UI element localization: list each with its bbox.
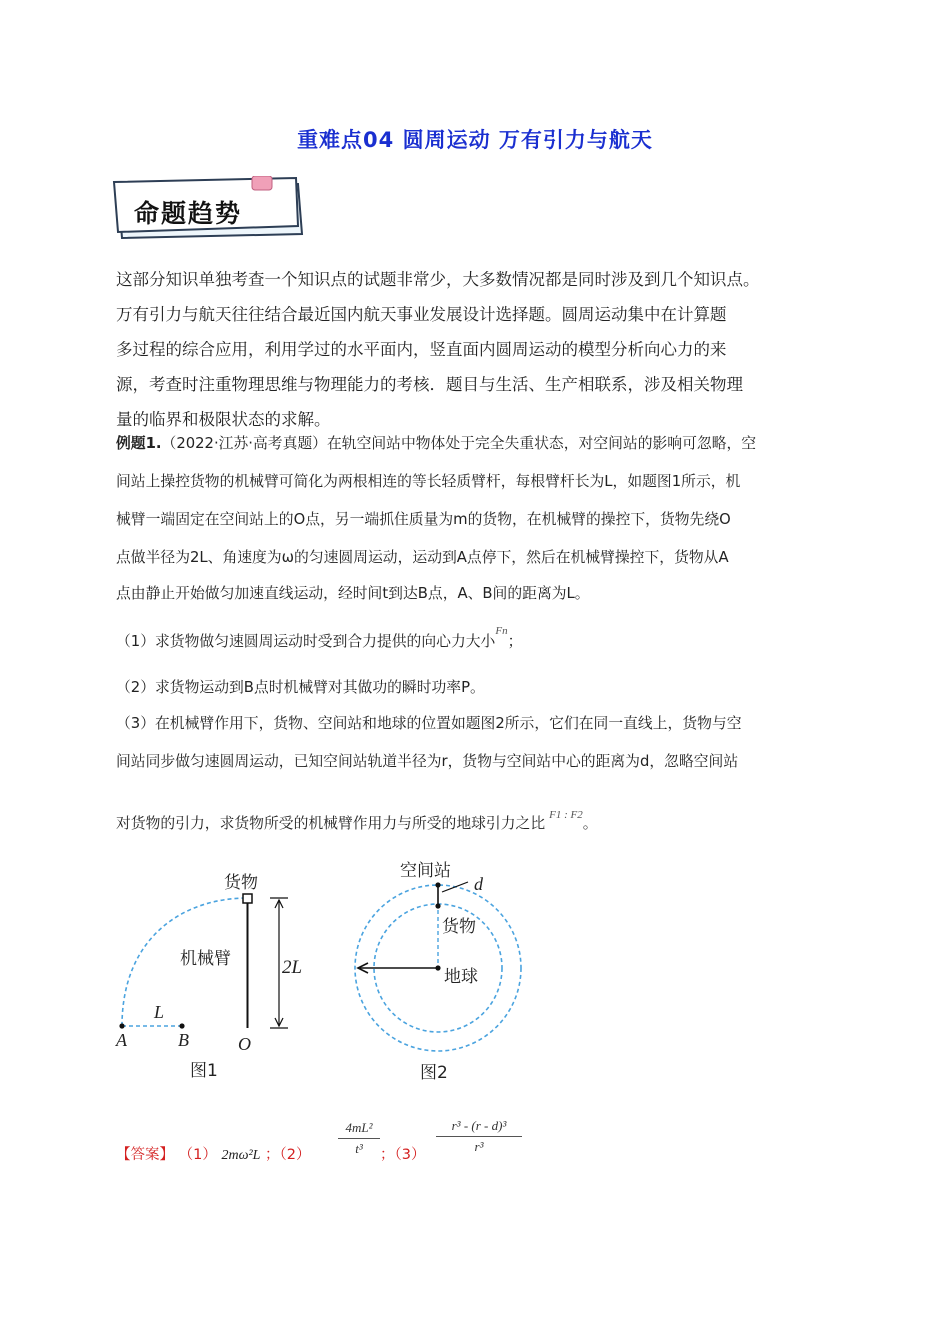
example-label: 例题1. [116,435,162,452]
answer-2-denominator: t³ [355,1141,363,1156]
intro-line: 量的临界和极限状态的求解。 [116,410,331,429]
fig2-earth-label: 地球 [444,967,478,987]
cargo-point [435,903,440,908]
banner-label: 命题趋势 [134,199,243,228]
question-3-end: 。 [582,815,598,832]
answer-part-1: （1） [178,1147,217,1163]
example-line: 间站上操控货物的机械臂可简化为两根相连的等长轻质臂杆，每根臂杆长为L，如题图1所示，机 [116,473,741,490]
fig1-caption: 图1 [190,1061,218,1081]
question-2: （2）求货物运动到B点时机械臂对其做功的瞬时功率P。 [116,679,485,696]
answer-3-fraction [436,1118,522,1155]
answer-part-3: ；（3） [380,1147,426,1163]
fig1-seg-label: L [154,1002,165,1022]
answer-3-numerator: r³ - (r - d)³ [451,1118,507,1133]
cargo-box [243,894,252,903]
point-b [179,1023,184,1028]
fig1-a-label: A [116,1030,127,1050]
answer-line [116,1143,311,1164]
station-point [435,882,440,887]
fig2-d-label: d [474,874,483,894]
answer-3-denominator: r³ [474,1139,484,1154]
example-text: 在轨空间站中物体处于完全失重状态，对空间站的影响可忽略，空 [326,435,757,452]
answer-2-numerator: 4mL² [345,1120,373,1135]
example-source: （2022·江苏·高考真题） [161,435,327,452]
d-pointer [442,882,468,892]
example-line [116,434,842,454]
answer-part-2: ；（2） [265,1147,311,1163]
fig1-o-label: O [238,1034,251,1054]
fig2-station-label: 空间站 [400,861,451,881]
point-a [119,1023,124,1028]
example-line: 点做半径为2L、角速度为ω的匀速圆周运动，运动到A点停下，然后在机械臂操控下，货物从A [116,549,729,566]
question-1 [116,625,842,653]
intro-line: 这部分知识单独考查一个知识点的试题非常少，大多数情况都是同时涉及到几个知识点。 [116,270,760,289]
intro-paragraph [116,262,842,437]
intro-line: 万有引力与航天往往结合最近国内航天事业发展设计选择题。圆周运动集中在计算题 [116,305,727,324]
figure-1 [110,860,310,1090]
fig2-cargo-label: 货物 [442,917,476,937]
example-line: 械臂一端固定在空间站上的O点，另一端抓住质量为m的货物，在机械臂的操控下，货物先绕O [116,511,731,528]
answer-label: 【答案】 [116,1147,174,1163]
fig2-caption: 图2 [420,1063,448,1083]
answer-1-value: 2mω²L [221,1148,261,1163]
question-1-end: ； [507,633,523,650]
question-3-line: 间站同步做匀速圆周运动，已知空间站轨道半径为r，货物与空间站中心的距离为d，忽略空间站 [116,753,739,770]
question-1-text: （1）求货物做匀速圆周运动时受到合力提供的向心力大小 [116,633,496,650]
question-3-symbol: F1 : F2 [549,809,583,821]
intro-line: 源，考查时注重物理思维与物理能力的考核．题目与生活、生产相联系，涉及相关物理 [116,375,743,394]
section-banner [112,176,308,242]
question-3-line: （3）在机械臂作用下，货物、空间站和地球的位置如题图2所示，它们在同一直线上，货物与空 [116,715,742,732]
example-line: 点由静止开始做匀加速直线运动，经时间t到达B点，A、B间的距离为L。 [116,585,590,602]
answer-2-fraction [338,1120,380,1157]
fig1-length-label: 2L [282,957,303,978]
figure-2 [350,852,540,1092]
fig1-cargo-label: 货物 [224,873,258,893]
fig1-arm-label: 机械臂 [180,949,231,969]
question-3-text: 对货物的引力，求货物所受的机械臂作用力与所受的地球引力之比 [116,815,546,832]
question-1-symbol: Fn [495,625,508,637]
question-3-line [116,809,842,835]
fig1-b-label: B [178,1030,189,1050]
page-title: 重难点04 圆周运动 万有引力与航天 [297,128,653,152]
intro-line: 多过程的综合应用，利用学过的水平面内，竖直面内圆周运动的模型分析向心力的来 [116,340,727,359]
